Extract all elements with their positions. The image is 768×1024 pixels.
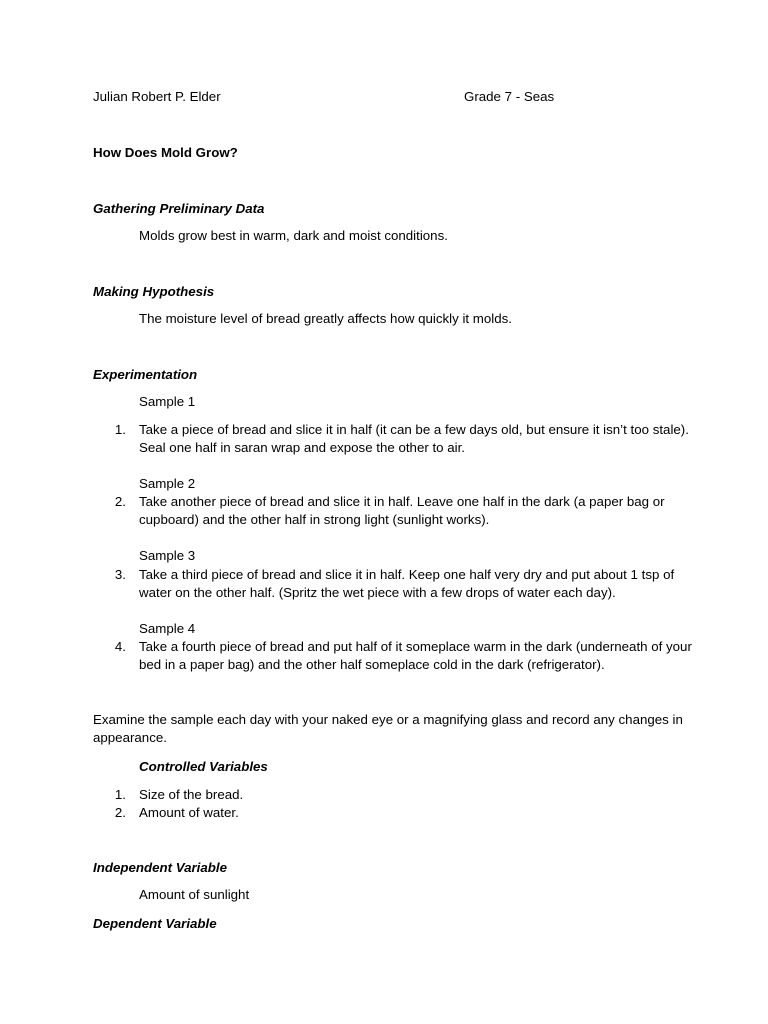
sample-label: Sample 3 [139, 548, 196, 563]
sample-instruction-line: Seal one half in saran wrap and expose the other to air. [139, 440, 465, 455]
sample-instruction-line: water on the other half. (Spritz the wet piece with a few drops of water each day). [139, 585, 616, 600]
list-number: 2. [114, 805, 126, 820]
independent-variable-heading: Independent Variable [93, 860, 227, 875]
dependent-variable-heading: Dependent Variable [93, 916, 217, 931]
controlled-variable-item: Amount of water. [139, 805, 239, 820]
student-name: Julian Robert P. Elder [93, 89, 221, 104]
hypothesis-text: The moisture level of bread greatly affects how quickly it molds. [139, 311, 512, 326]
controlled-variable-item: Size of the bread. [139, 787, 244, 802]
preliminary-text: Molds grow best in warm, dark and moist conditions. [139, 228, 448, 243]
list-number: 2. [114, 494, 126, 509]
sample-label: Sample 2 [139, 476, 196, 491]
sample-instruction-line: Take another piece of bread and slice it in half. Leave one half in the dark (a paper bag or [139, 494, 665, 509]
sample-label: Sample 4 [139, 621, 196, 636]
experimentation-heading: Experimentation [93, 367, 198, 382]
independent-variable-text: Amount of sunlight [139, 887, 250, 902]
sample-instruction-line: bed in a paper bag) and the other half someplace cold in the dark (refrigerator). [139, 657, 605, 672]
examine-text-line: Examine the sample each day with your naked eye or a magnifying glass and record any changes in [93, 712, 683, 727]
controlled-variables-heading: Controlled Variables [139, 759, 268, 774]
hypothesis-heading: Making Hypothesis [93, 284, 215, 299]
list-number: 1. [114, 787, 126, 802]
sample-instruction-line: cupboard) and the other half in strong light (sunlight works). [139, 512, 490, 527]
list-number: 4. [114, 639, 126, 654]
preliminary-heading: Gathering Preliminary Data [93, 201, 265, 216]
grade-section: Grade 7 - Seas [464, 89, 555, 104]
sample-instruction-line: Take a third piece of bread and slice it in half. Keep one half very dry and put about 1 tsp of [139, 567, 675, 582]
sample-instruction-line: Take a piece of bread and slice it in half (it can be a few days old, but ensure it isn’t too stale). [139, 422, 689, 437]
sample-instruction-line: Take a fourth piece of bread and put half of it someplace warm in the dark (underneath of your [139, 639, 692, 654]
sample-label: Sample 1 [139, 394, 196, 409]
document-title: How Does Mold Grow? [93, 145, 238, 160]
list-number: 3. [114, 567, 126, 582]
examine-text-line: appearance. [93, 730, 167, 745]
list-number: 1. [114, 422, 126, 437]
